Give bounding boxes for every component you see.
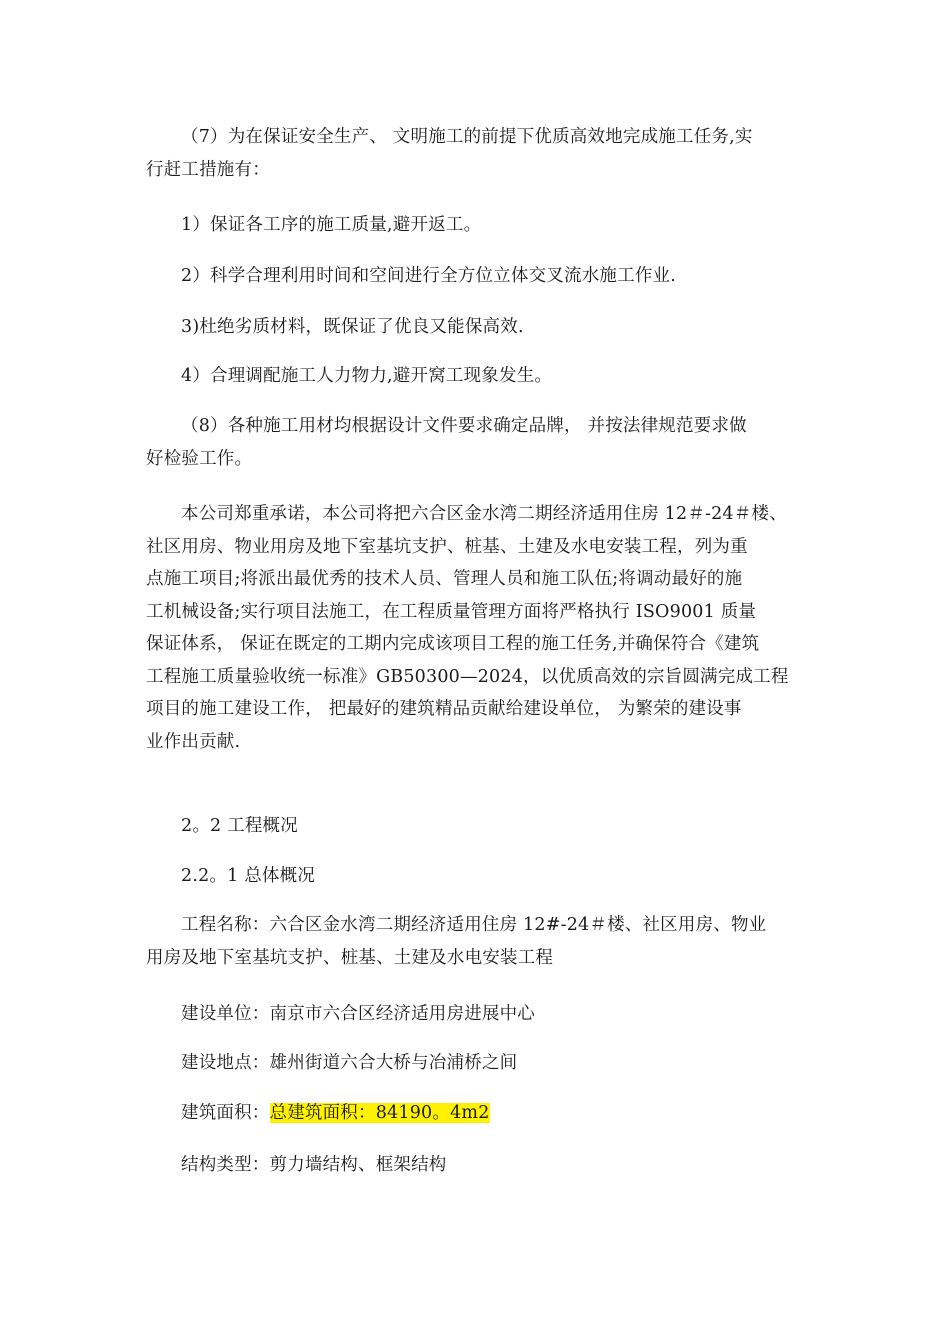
heading-text: 2.2。1 总体概况 — [181, 866, 316, 886]
text-line: 点施工项目;将派出最优秀的技术人员、管理人员和施工队伍;将调动最好的施 — [146, 569, 743, 589]
heading-text: 2。2 工程概况 — [181, 816, 298, 836]
text-line: 本公司郑重承诺，本公司将把六合区金水湾二期经济适用住房 12＃-24＃楼、 — [181, 504, 787, 524]
text-line: 业作出贡献. — [146, 731, 241, 752]
text-line: 建设单位：南京市六合区经济适用房进展中心 — [181, 1004, 535, 1024]
text-line: 用房及地下室基坑支护、桩基、土建及水电安装工程 — [146, 947, 554, 968]
measure-item-3 — [146, 311, 806, 344]
text-line: （8）各种施工用材均根据设计文件要求确定品牌， 并按法律规范要求做 — [181, 416, 747, 436]
paragraph-item-7 — [146, 121, 806, 186]
section-heading — [146, 810, 806, 843]
paragraph-item-8 — [146, 410, 806, 475]
text-line: 项目的施工建设工作， 把最好的建筑精品贡献给建设单位， 为繁荣的建设事 — [146, 699, 742, 719]
area-value-highlight: 总建筑面积：84190。4m2 — [269, 1103, 490, 1123]
text-line: 保证体系， 保证在既定的工期内完成该项目工程的施工任务,并确保符合《建筑 — [146, 634, 760, 654]
text-line: （7）为在保证安全生产、 文明施工的前提下优质高效地完成施工任务,实 — [181, 127, 753, 147]
text-line — [146, 1097, 806, 1130]
text-line: 3)杜绝劣质材料，既保证了优良又能保高效. — [181, 317, 524, 337]
text-line: 好检验工作。 — [146, 448, 253, 469]
text-line: 4）合理调配施工人力物力,避开窝工现象发生。 — [181, 366, 553, 386]
commitment-paragraph — [146, 498, 806, 758]
area-label: 建筑面积： — [181, 1103, 270, 1123]
measure-item-1 — [146, 209, 806, 242]
location-field — [146, 1047, 806, 1080]
subsection-heading — [146, 860, 806, 893]
measure-item-2 — [146, 260, 806, 293]
text-line: 工程施工质量验收统一标准》GB50300—2024，以优质高效的宗旨圆满完成工程 — [146, 666, 789, 687]
structure-field — [146, 1149, 806, 1182]
measure-item-4 — [146, 360, 806, 393]
text-line: 2）科学合理利用时间和空间进行全方位立体交叉流水施工作业. — [181, 266, 676, 286]
text-line: 1）保证各工序的施工质量,避开返工。 — [181, 215, 482, 235]
text-line: 结构类型：剪力墙结构、框架结构 — [181, 1155, 447, 1175]
text-line: 工程名称：六合区金水湾二期经济适用住房 12#-24＃楼、社区用房、物业 — [181, 915, 767, 935]
text-line: 社区用房、物业用房及地下室基坑支护、桩基、土建及水电安装工程，列为重 — [146, 536, 748, 557]
text-line: 工机械设备;实行项目法施工，在工程质量管理方面将严格执行 ISO9001 质量 — [146, 601, 757, 622]
text-line: 行赶工措施有： — [146, 159, 270, 180]
project-name-field — [146, 909, 806, 974]
text-line: 建设地点：雄州街道六合大桥与冶浦桥之间 — [181, 1053, 518, 1073]
owner-field — [146, 998, 806, 1031]
area-field — [146, 1097, 806, 1130]
